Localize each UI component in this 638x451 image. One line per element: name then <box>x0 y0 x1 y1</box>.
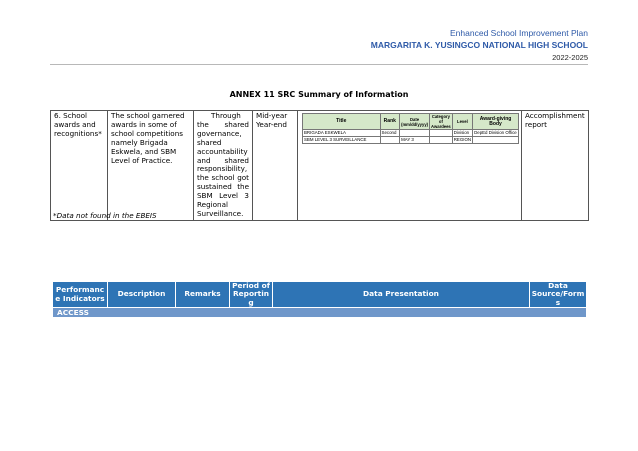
awards-col-date: Date (mm/dd/yyyy) <box>400 114 430 130</box>
col-period: Period of Reportin g <box>230 282 273 308</box>
data-presentation-table <box>52 281 587 318</box>
awards-col-rank: Rank <box>380 114 400 130</box>
plan-title: Enhanced School Improvement Plan <box>450 28 588 38</box>
table-row <box>303 137 519 144</box>
col-remarks: Remarks <box>176 282 230 308</box>
src-summary-table <box>50 110 589 221</box>
award-rank: Second <box>380 130 400 137</box>
col-data-source: Data Source/Form s <box>530 282 587 308</box>
col-description: Description <box>108 282 176 308</box>
award-level: REGION <box>453 137 472 142</box>
col-data-presentation: Data Presentation <box>273 282 530 308</box>
award-title: SBM LEVEL 3 SURVEILLANCE <box>303 137 381 144</box>
section-row <box>53 308 587 318</box>
awards-col-level: Level <box>452 114 472 130</box>
remarks-text: Through the shared governance, shared accountability and shared responsibility, the school got sustained the SBM Level 3 Regional Surveillance. <box>197 111 249 218</box>
awards-col-body: Award-giving Body <box>473 114 519 130</box>
ebeis-footnote: *Data not found in the EBEIS <box>53 211 157 220</box>
award-date: MAY 3 <box>400 137 430 144</box>
awards-table <box>302 113 519 144</box>
school-name: MARGARITA K. YUSINGCO NATIONAL HIGH SCHOOL <box>370 40 588 50</box>
header-divider <box>50 64 588 65</box>
data-presentation-cell <box>298 111 522 221</box>
remarks-cell <box>194 111 253 221</box>
award-date <box>400 130 430 137</box>
table-row <box>303 130 519 137</box>
award-category <box>430 130 453 137</box>
indicator-cell: 6. School awards and recognitions* <box>51 111 108 221</box>
awards-col-category: Category of Awardees <box>431 114 451 129</box>
awards-col-title: Title <box>303 114 381 130</box>
award-title: BRIGADA ESKWELA <box>303 130 381 137</box>
col-performance-indicators: Performanc e Indicators <box>53 282 108 308</box>
award-level: Division <box>452 130 472 137</box>
header-row <box>53 282 587 308</box>
section-access: ACCESS <box>53 308 587 318</box>
period-cell: Mid-year Year-end <box>253 111 298 221</box>
awards-header-row <box>303 114 519 130</box>
award-body: DepEd Division Office <box>474 130 517 135</box>
award-body <box>473 137 519 144</box>
award-rank <box>380 137 400 144</box>
source-cell: Accomplishment report <box>522 111 589 221</box>
annex-title: ANNEX 11 SRC Summary of Information <box>229 90 409 99</box>
school-year: 2022-2025 <box>552 53 588 62</box>
award-category <box>430 137 453 144</box>
table-row <box>51 111 589 221</box>
description-cell: The school garnered awards in some of school competitions namely Brigada Eskwela, and SBM Level of Practice. <box>108 111 194 221</box>
